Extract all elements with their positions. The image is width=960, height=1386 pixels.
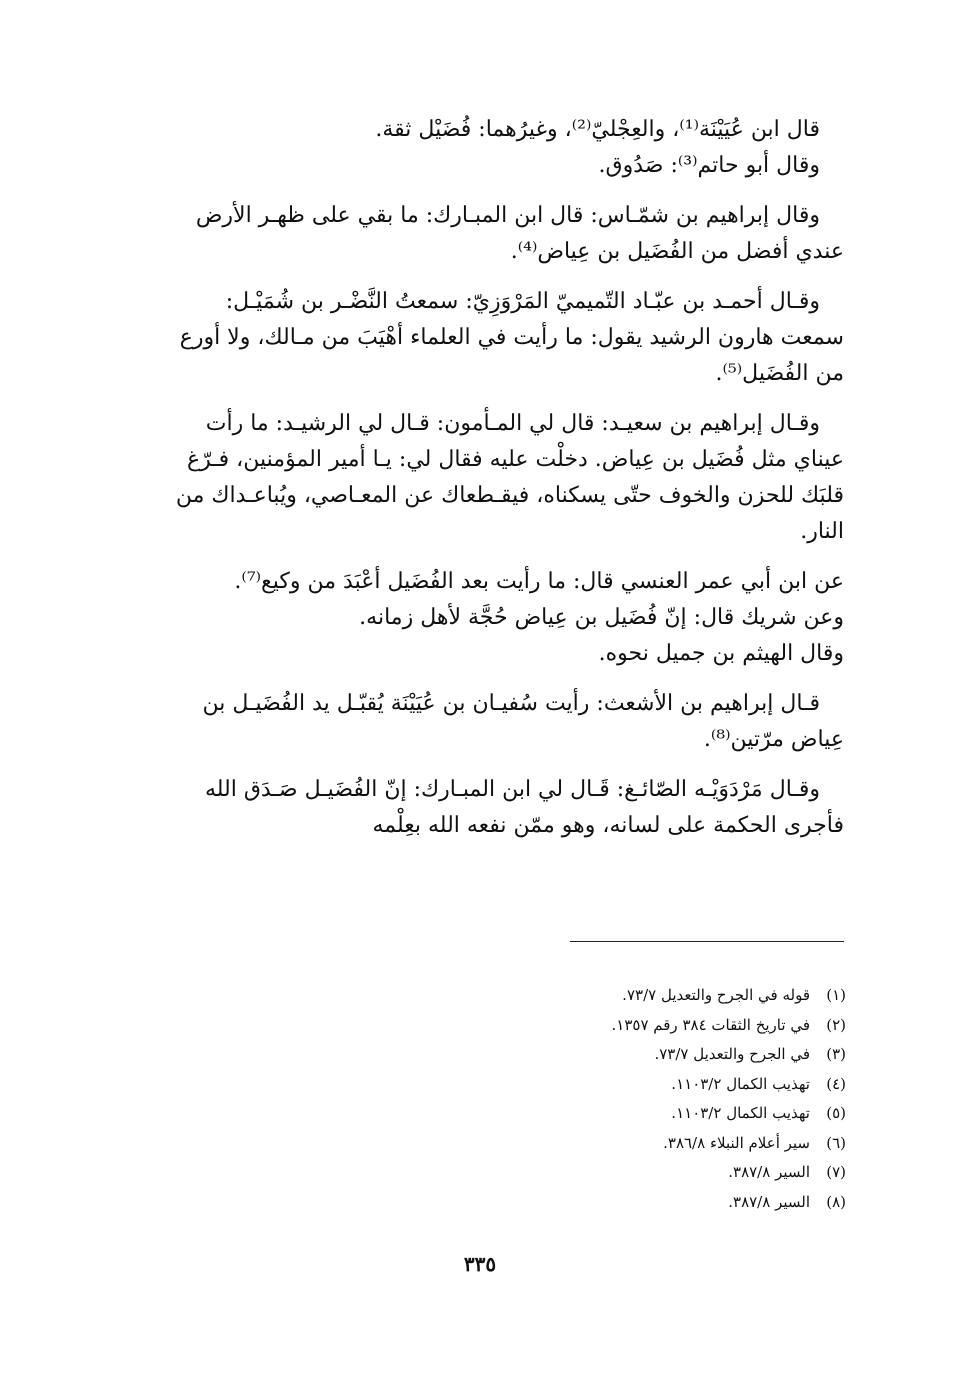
paragraph-1 [160,112,844,184]
footnote-item [400,1188,846,1218]
footnote-text: السير ٣٨٧/٨. [728,1163,810,1181]
text-line: وقـال إبراهيم بن سعيـد: قال لي المـأمون: قـال لي الرشيـد: ما رأت [205,411,820,436]
text-line: وقـال أحمـد بن عبّـاد التّميميّ المَرْوَزِيّ: سمعتُ النَّضْـر بن شُمَيْـل: [225,289,820,314]
footnote-number: (٨) [826,1192,846,1211]
text-line: عيناي مثل فُضَيل بن عِياض. دخلْت عليه فقال لي: يـا أمير المؤمنين، فـرّغ [186,447,844,472]
text-line: سمعت هارون الرشيد يقول: ما رأيت في العلماء أهْيَبَ من مـالك، ولا أورع [179,325,844,350]
text-line: قلبَك للحزن والخوف حتّى يسكناه، فيقـطعاك عن المعـاصي، ويُباعـداك من [175,483,844,508]
text-line: وقـال مَرْدَوَيْـه الصّائـغ: قَـال لي ابن المبـارك: إنّ الفُضَيـل صَـدَق الله [204,777,820,802]
footnote-text: السير ٣٨٧/٨. [728,1192,810,1211]
paragraph-5 [160,564,844,672]
footnote-divider [570,941,844,942]
footnote-item [400,1158,846,1188]
text-line: وقال إبراهيم بن شمّـاس: قال ابن المبـارك: ما بقي على ظهـر الأرض [195,203,820,228]
text-line: فأجرى الحكمة على لسانه، وهو ممّن نفعه الله بعِلْمه [372,813,844,838]
footnote-item [400,981,846,1011]
footnote-number: (٣) [826,1045,846,1063]
footnote-number: (٤) [826,1074,846,1093]
footnotes-list [400,981,846,1217]
footnote-text: في الجرح والتعديل ٧٣/٧. [654,1045,810,1063]
page-number: ٣٣٥ [463,1252,497,1276]
footnote-number: (٦) [826,1133,846,1152]
footnote-text: تهذيب الكمال ١١٠٣/٢. [671,1074,810,1093]
footnote-text: تهذيب الكمال ١١٠٣/٢. [671,1104,810,1122]
text-line: عن ابن أبي عمر العنسي قال: ما رأيت بعد الفُضَيل أعْبَدَ من وكيع⁽⁷⁾. [234,569,844,594]
text-line: عندي أفضل من الفُضَيل بن عِياض⁽⁴⁾. [510,239,844,264]
text-line: وقال أبو حاتم⁽³⁾: صَدُوق. [598,153,820,178]
text-line: وعن شريك قال: إنّ فُضَيل بن عِياض حُجَّة لأهل زمانه. [359,605,844,630]
paragraph-6 [160,686,844,758]
footnote-number: (٧) [826,1163,846,1181]
text-line: من الفُضَيل⁽⁵⁾. [715,361,844,386]
footnote-item [400,1129,846,1159]
text-line: قال ابن عُيَيْنَة⁽¹⁾، والعِجْليّ⁽²⁾، وغيرُهما: فُضَيْل ثقة. [375,117,820,142]
text-line: عِياض مرّتين⁽⁸⁾. [703,727,844,752]
footnote-item [400,1099,846,1129]
text-line: النار. [800,519,844,544]
text-line: قـال إبراهيم بن الأشعث: رأيت سُفيـان بن عُيَيْنَة يُقبّـل يد الفُضَيـل بن [202,691,820,716]
footnote-number: (١) [826,986,846,1004]
footnote-text: قوله في الجرح والتعديل ٧٣/٧. [622,986,810,1004]
footnote-item [400,1040,846,1070]
footnote-item [400,1011,846,1041]
paragraph-7 [160,772,844,844]
footnote-number: (٢) [826,1015,846,1034]
footnote-number: (٥) [826,1104,846,1122]
paragraph-4 [160,406,844,550]
paragraph-2 [160,198,844,270]
main-text [160,112,844,858]
footnote-item [400,1070,846,1100]
text-line: وقال الهيثم بن جميل نحوه. [598,641,844,666]
footnote-text: في تاريخ الثقات ٣٨٤ رقم ١٣٥٧. [611,1015,810,1034]
paragraph-3 [160,284,844,392]
footnote-text: سير أعلام النبلاء ٣٨٦/٨. [663,1133,810,1152]
